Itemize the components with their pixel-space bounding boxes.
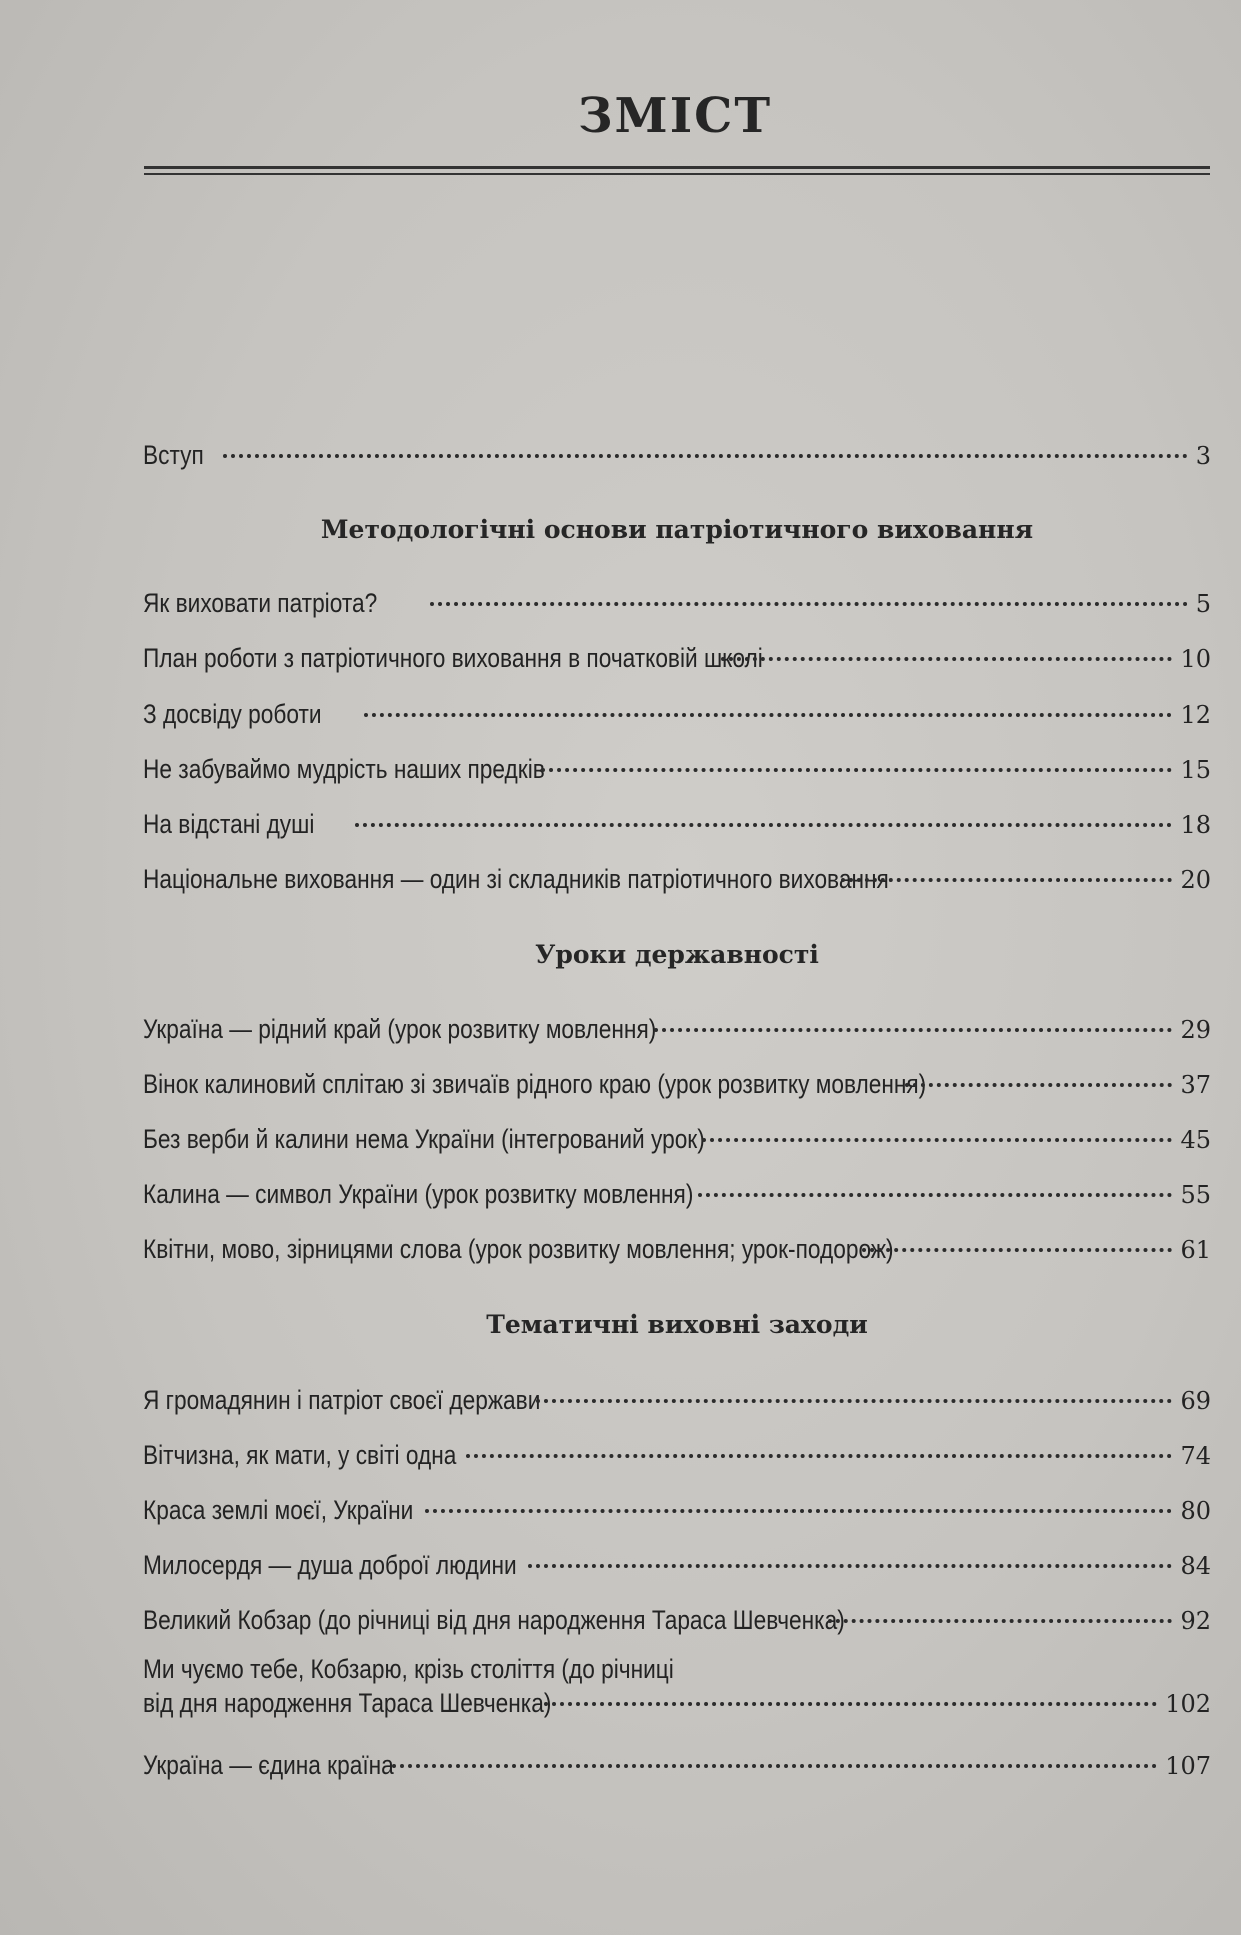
toc-entry xyxy=(143,1438,1211,1473)
toc-entry xyxy=(143,807,1211,842)
dot-leader xyxy=(698,1193,1172,1197)
toc-page-number: 45 xyxy=(1180,1126,1211,1154)
title-rule-thin xyxy=(144,173,1210,175)
dot-leader xyxy=(862,1248,1173,1252)
toc-page-number: 92 xyxy=(1180,1607,1211,1635)
toc-page-number: 18 xyxy=(1180,811,1211,839)
toc-page-number: 5 xyxy=(1195,590,1211,618)
dot-leader xyxy=(544,1702,1157,1706)
toc-page-number: 20 xyxy=(1180,866,1211,894)
toc-entry-label: Україна — єдина країна xyxy=(143,1750,394,1780)
toc-entry-intro xyxy=(143,438,1211,473)
toc-entry-label: Як виховати патріота? xyxy=(143,588,378,618)
toc-entry-multiline xyxy=(143,1652,1211,1721)
toc-entry-label: План роботи з патріотичного виховання в початковій школі xyxy=(143,643,763,673)
dot-leader xyxy=(223,454,1187,458)
toc-entry xyxy=(143,1493,1211,1528)
toc-entry-label: Вітчизна, як мати, у світі одна xyxy=(143,1440,457,1470)
toc-page-number: 3 xyxy=(1195,442,1211,470)
dot-leader xyxy=(905,1083,1172,1087)
toc-entry xyxy=(143,1067,1211,1102)
toc-entry xyxy=(143,1748,1211,1783)
toc-entry-label: Україна — рідний край (урок розвитку мовлення) xyxy=(143,1014,657,1044)
toc-entry xyxy=(143,1603,1211,1638)
toc-entry-label: Милосердя — душа доброї людини xyxy=(143,1550,517,1580)
toc-page-number: 29 xyxy=(1180,1016,1211,1044)
dot-leader xyxy=(364,713,1173,717)
toc-entry-label: Калина — символ України (урок розвитку мовлення) xyxy=(143,1179,694,1209)
dot-leader xyxy=(828,1619,1172,1623)
toc-entry-label-line2: від дня народження Тараса Шевченка) xyxy=(143,1688,552,1718)
dot-leader xyxy=(536,1399,1172,1403)
toc-page-number: 80 xyxy=(1180,1497,1211,1525)
toc-page-number: 74 xyxy=(1180,1442,1211,1470)
toc-entry-label: Великий Кобзар (до річниці від дня народження Тараса Шевченка) xyxy=(143,1605,845,1635)
toc-entry xyxy=(143,862,1211,897)
toc-entry-label: Краса землі моєї, України xyxy=(143,1495,414,1525)
dot-leader xyxy=(392,1764,1158,1768)
page-title: ЗМІСТ xyxy=(577,88,773,144)
toc-entry-label: На відстані душі xyxy=(143,809,315,839)
dot-leader xyxy=(528,1564,1173,1568)
toc-page-number: 12 xyxy=(1180,701,1211,729)
dot-leader xyxy=(355,823,1172,827)
toc-entry-label: Національне виховання — один зі складників патріотичного виховання xyxy=(143,864,889,894)
toc-page-number: 102 xyxy=(1165,1690,1211,1718)
dot-leader xyxy=(654,1028,1172,1032)
toc-page-number: 55 xyxy=(1180,1181,1211,1209)
toc-entry-label: Вступ xyxy=(143,440,204,470)
toc-entry-label: Не забуваймо мудрість наших предків xyxy=(143,754,545,784)
toc-entry-label: Вінок калиновий сплітаю зі звичаїв рідного краю (урок розвитку мовлення) xyxy=(143,1069,927,1099)
dot-leader xyxy=(425,1509,1173,1513)
toc-entry-label-line1: Ми чуємо тебе, Кобзарю, крізь століття (до річниці xyxy=(143,1654,674,1684)
toc-entry-label: З досвіду роботи xyxy=(143,699,322,729)
dot-leader xyxy=(721,657,1173,661)
dot-leader xyxy=(702,1138,1173,1142)
title-rule-thick xyxy=(144,166,1210,169)
toc-entry xyxy=(143,752,1211,787)
toc-page-number: 15 xyxy=(1180,756,1211,784)
dot-leader xyxy=(841,878,1173,882)
toc-page-number: 61 xyxy=(1180,1236,1211,1264)
toc-entry-label: Я громадянин і патріот своєї держави xyxy=(143,1385,541,1415)
toc-entry-label: Без верби й калини нема України (інтегрований урок) xyxy=(143,1124,705,1154)
toc-entry xyxy=(143,1122,1211,1157)
section-title-thematic: Тематичні виховні заходи xyxy=(486,1310,868,1339)
section-title-methodology: Методологічні основи патріотичного виховання xyxy=(320,515,1034,544)
toc-entry xyxy=(143,1012,1211,1047)
toc-entry xyxy=(143,1383,1211,1418)
toc-page-number: 37 xyxy=(1180,1071,1211,1099)
dot-leader xyxy=(466,1454,1172,1458)
dot-leader xyxy=(541,768,1172,772)
section-title-statehood: Уроки державності xyxy=(535,940,819,969)
toc-page-number: 10 xyxy=(1180,645,1211,673)
toc-page-number: 84 xyxy=(1180,1552,1211,1580)
toc-entry xyxy=(143,1232,1211,1267)
toc-entry xyxy=(143,641,1211,676)
toc-entry xyxy=(143,697,1211,732)
toc-page-number: 69 xyxy=(1180,1387,1211,1415)
toc-entry xyxy=(143,1177,1211,1212)
toc-entry-line2 xyxy=(143,1686,1211,1721)
toc-entry xyxy=(143,586,1211,621)
toc-page-number: 107 xyxy=(1165,1752,1211,1780)
toc-entry-label: Квітни, мово, зірницями слова (урок розвитку мовлення; урок-подорож) xyxy=(143,1234,894,1264)
toc-entry xyxy=(143,1548,1211,1583)
dot-leader xyxy=(430,602,1188,606)
